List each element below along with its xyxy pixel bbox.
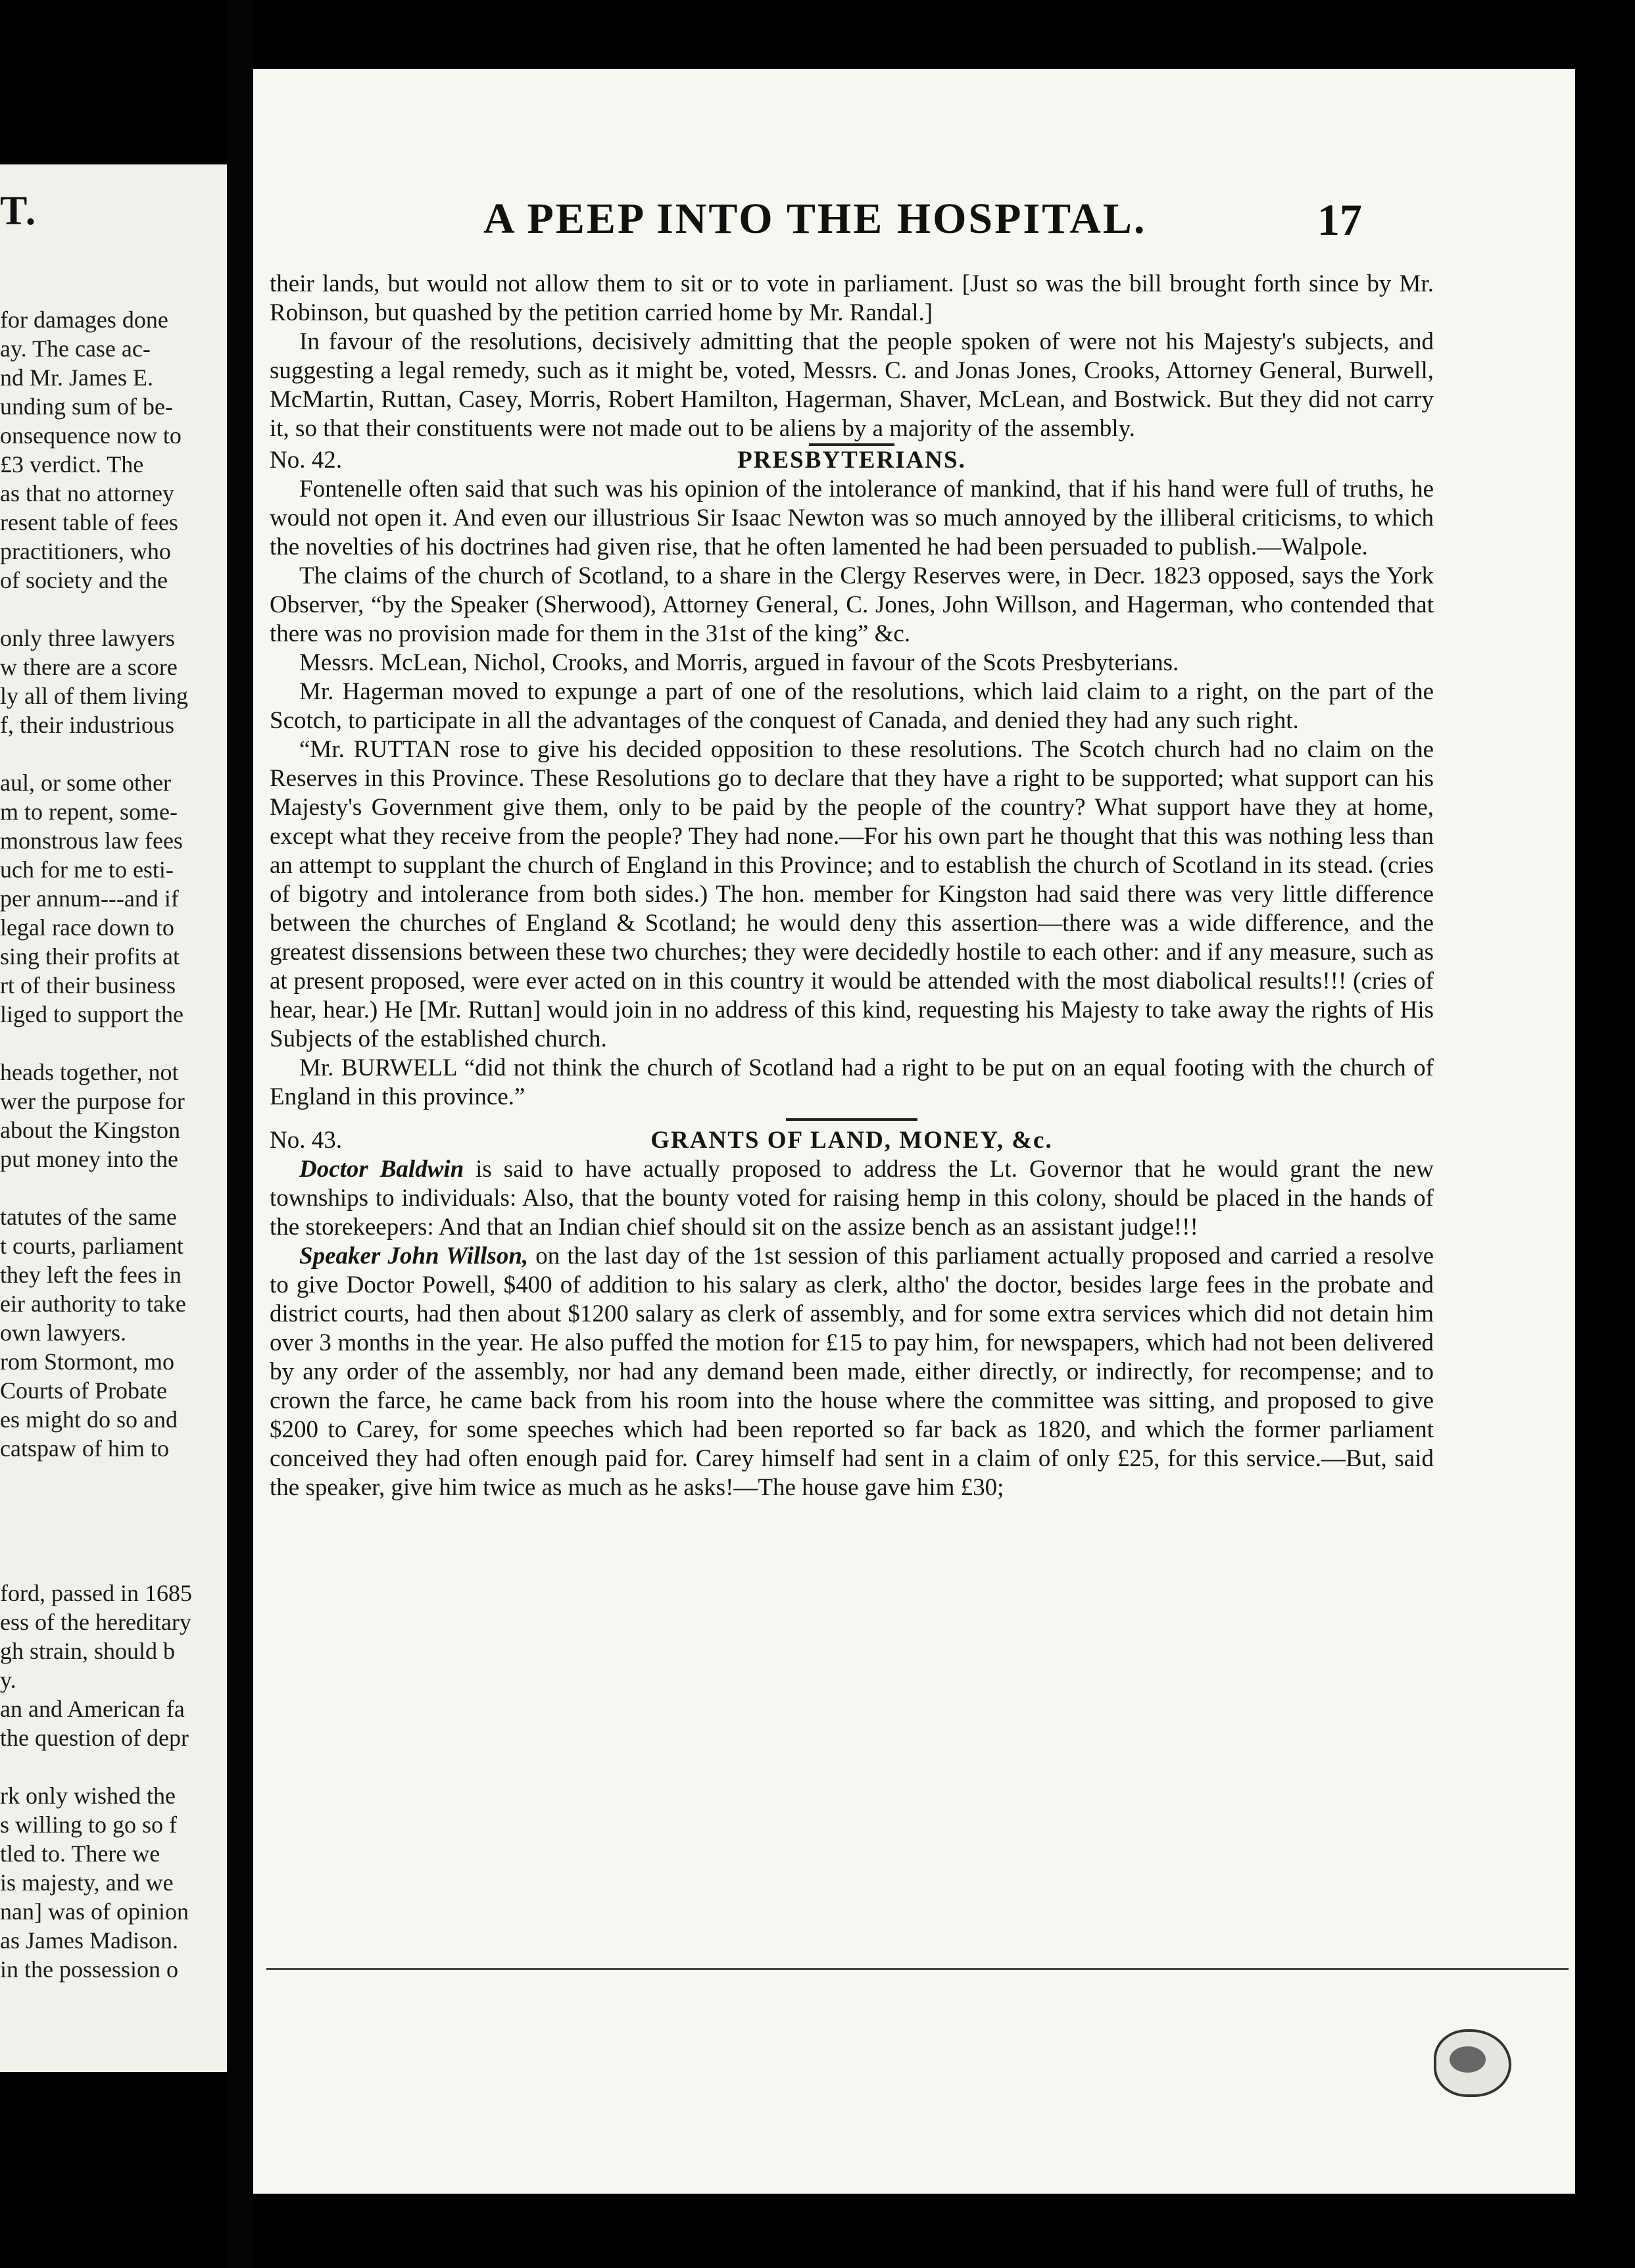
left-page-title: T.: [0, 189, 37, 234]
paragraph: Messrs. McLean, Nichol, Crooks, and Morris, argued in favour of the Scots Presbyterians.: [299, 649, 1179, 676]
right-page: [253, 69, 1575, 2194]
left-page-line: Courts of Probate: [0, 1377, 167, 1404]
left-page-line: w there are a score: [0, 654, 178, 680]
section-heading-43: [270, 1126, 1434, 1155]
left-page-line: they left the fees in: [0, 1262, 182, 1288]
left-page-line: catspaw of him to: [0, 1435, 169, 1462]
section-divider: [786, 1118, 917, 1121]
left-page-line: heads together, not: [0, 1059, 179, 1085]
page-title: A PEEP INTO THE HOSPITAL.: [483, 195, 1147, 243]
section-title: PRESBYTERIANS.: [737, 447, 966, 474]
paragraph: Fontenelle often said that such was his opinion of the intolerance of mankind, that if his hand were full of truths, he would not open it. And even our illustrious Sir Isaac Newton was so much annoyed by the illiberal criticisms, to which the novelties of his doctrines had given rise, that he often lamented he had been persuaded to publish.—Walpole.: [270, 476, 1434, 560]
left-page-line: eir authority to take: [0, 1291, 186, 1317]
section-number: No. 43.: [270, 1127, 342, 1154]
left-page-line: is majesty, and we: [0, 1869, 174, 1896]
paragraph: [270, 1155, 1434, 1242]
section-title: GRANTS OF LAND, MONEY, &c.: [650, 1127, 1053, 1154]
left-page-line: resent table of fees: [0, 509, 178, 535]
bottom-rule: [266, 1968, 1569, 1970]
left-page-line: tatutes of the same: [0, 1204, 177, 1230]
paragraph-lead: Doctor Baldwin: [299, 1156, 464, 1183]
left-page-line: ay. The case ac-: [0, 335, 151, 362]
left-page-line: liged to support the: [0, 1001, 183, 1027]
left-page-line: only three lawyers: [0, 625, 175, 651]
paragraph: their lands, but would not allow them to sit or to vote in parliament. [Just so was the bill brought forth since by Mr. Robinson, but quashed by the petition carried home by Mr. Randal.]: [270, 270, 1434, 326]
left-page-line: an and American fa: [0, 1696, 185, 1722]
left-page-line: s willing to go so f: [0, 1812, 178, 1838]
left-page-line: put money into the: [0, 1146, 178, 1172]
left-page-line: of society and the: [0, 567, 168, 593]
left-page-line: ford, passed in 1685: [0, 1580, 192, 1606]
left-page-line: as that no attorney: [0, 480, 174, 506]
left-page-line: £3 verdict. The: [0, 451, 144, 478]
left-page-line: y.: [0, 1667, 16, 1693]
left-page-line: gh strain, should b: [0, 1638, 175, 1664]
left-page-fragment: [0, 164, 227, 2072]
section-heading-42: [270, 446, 1434, 475]
left-page-line: legal race down to: [0, 914, 174, 941]
left-page-line: sing their profits at: [0, 943, 180, 970]
left-page-line: t courts, parliament: [0, 1233, 183, 1259]
library-stamp-icon: [1434, 2029, 1511, 2097]
left-page-line: about the Kingston: [0, 1117, 180, 1143]
left-page-line: rom Stormont, mo: [0, 1348, 175, 1375]
book-gutter: [227, 0, 253, 2268]
left-page-line: practitioners, who: [0, 538, 171, 564]
section-number: No. 42.: [270, 447, 342, 474]
left-page-line: onsequence now to: [0, 422, 182, 449]
paragraph-body: on the last day of the 1st session of this parliament actually proposed and carried a resolve to give Doctor Powell, $400 of addition to his salary as clerk, altho' the doctor, besides large fees in the probate and district courts, had then about $1200 salary as clerk of assembly, and for some extra services which did not detain him over 3 months in the year. He also puffed the motion for £15 to pay him, for newspapers, which had not been delivered by any order of the assembly, nor had any demand been made, either directly, or indirectly, for recompense; and to crown the farce, he came back from his room into the house where the committee was sitting, and proposed to give $200 to Carey, for some speeches which had been reported so far back as 1820, and which the former parliament conceived they had often enough paid for. Carey himself had sent in a claim of only £25, for this service.—But, said the speaker, give him twice as much as he asks!—The house gave him £30;: [270, 1243, 1434, 1501]
left-page-line: as James Madison.: [0, 1927, 178, 1954]
left-page-line: es might do so and: [0, 1406, 178, 1433]
left-page-line: own lawyers.: [0, 1319, 126, 1346]
paragraph-body: is said to have actually proposed to address the Lt. Governor that he would grant the new townships to individuals: Also, that the bounty voted for raising hemp in this colony, should be placed in the hands of the storekeepers: And that an Indian chief should sit on the assize bench as an assistant judge!!!: [270, 1156, 1434, 1241]
paragraph-lead: Speaker John Willson,: [299, 1243, 529, 1270]
paragraph: The claims of the church of Scotland, to a share in the Clergy Reserves were, in Decr. 1823 opposed, says the York Observer, “by the Speaker (Sherwood), Attorney General, C. Jones, John Willson, and Hagerman, who contended that there was no provision made for them in the 31st of the king” &c.: [270, 562, 1434, 647]
left-page-line: m to repent, some-: [0, 799, 178, 825]
left-page-line: the question of depr: [0, 1725, 189, 1751]
left-page-line: unding sum of be-: [0, 393, 173, 420]
left-page-line: per annum---and if: [0, 885, 179, 912]
left-page-line: ess of the hereditary: [0, 1609, 191, 1635]
left-page-line: wer the purpose for: [0, 1088, 185, 1114]
left-page-line: uch for me to esti-: [0, 856, 174, 883]
paragraph: Mr. BURWELL “did not think the church of Scotland had a right to be put on an equal footing with the church of England in this province.”: [270, 1054, 1434, 1110]
left-page-line: rk only wished the: [0, 1783, 176, 1809]
left-page-line: nd Mr. James E.: [0, 364, 153, 391]
left-page-line: ly all of them living: [0, 683, 188, 709]
paragraph: [270, 1242, 1434, 1502]
left-page-line: nan] was of opinion: [0, 1898, 189, 1925]
left-page-line: for damages done: [0, 307, 168, 333]
left-page-line: f, their industrious: [0, 712, 174, 738]
page-number: 17: [1317, 195, 1362, 245]
left-page-line: monstrous law fees: [0, 827, 183, 854]
left-page-line: aul, or some other: [0, 770, 171, 796]
page-header: [253, 194, 1575, 253]
left-page-line: tled to. There we: [0, 1840, 160, 1867]
main-text: [270, 270, 1434, 1502]
left-page-line: rt of their business: [0, 972, 176, 998]
paragraph: Mr. Hagerman moved to expunge a part of one of the resolutions, which laid claim to a right, on the part of the Scotch, to participate in all the advantages of the conquest of Canada, and denied they had any such right.: [270, 678, 1434, 734]
left-page-line: in the possession o: [0, 1956, 179, 1983]
paragraph: In favour of the resolutions, decisively admitting that the people spoken of were not his Majesty's subjects, and suggesting a legal remedy, such as it might be, voted, Messrs. C. and Jonas Jones, Crooks, Attorney General, Burwell, McMartin, Ruttan, Casey, Morris, Robert Hamilton, Hagerman, Shaver, McLean, and Bostwick. But they did not carry it, so that their constituents were not made out to be aliens by a majority of the assembly.: [270, 328, 1434, 442]
paragraph: “Mr. RUTTAN rose to give his decided opposition to these resolutions. The Scotch church had no claim on the Reserves in this Province. These Resolutions go to declare that they have a right to be supported; what support can his Majesty's Government give them, only to be paid by the people of the country? What support have they at home, except what they receive from the people? They had none.—For his own part he thought that this was nothing less than an attempt to supplant the church of England in this Province; and to establish the church of Scotland in its stead. (cries of bigotry and intolerance from both sides.) The hon. member for Kingston had said there was very little difference between the churches of England & Scotland; he would deny this assertion—there was a wide difference, and the greatest dissensions between these two churches; they were decidedly hostile to each other: and if any measure, such as at present proposed, were ever acted on in this country it would be attended with the most diabolical results!!! (cries of hear, hear.) He [Mr. Ruttan] would join in no address of this kind, requesting his Majesty to take away the rights of His Subjects of the established church.: [270, 736, 1434, 1052]
